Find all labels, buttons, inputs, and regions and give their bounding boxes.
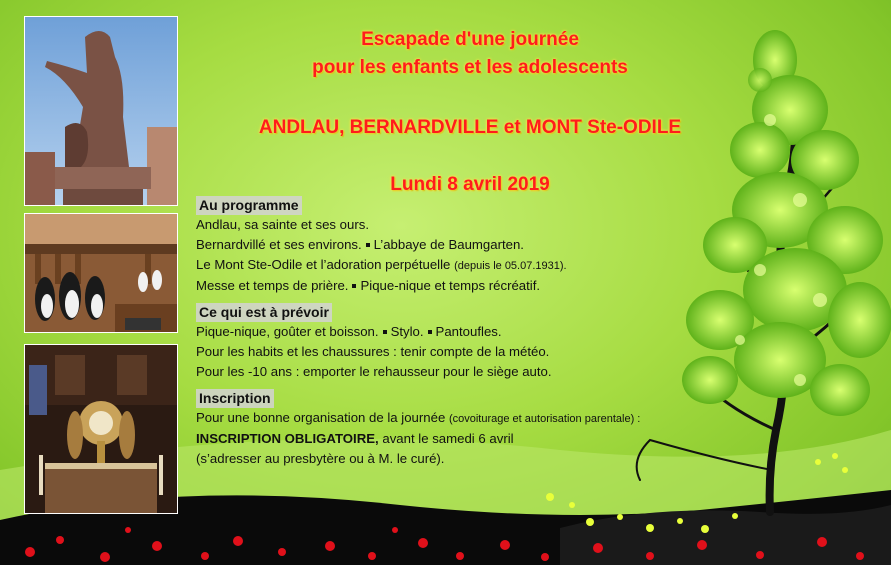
altar-reliquary-photo xyxy=(24,344,178,514)
title-line-2: pour les enfants et les adolescents xyxy=(312,57,628,78)
title-locations: ANDLAU, BERNARDVILLE et MONT Ste-ODILE xyxy=(258,117,682,138)
bullet-icon xyxy=(366,243,370,247)
title-line-1: Escapade d'une journée xyxy=(361,29,579,50)
section-heading-prevoir: Ce qui est à prévoir xyxy=(196,303,332,322)
programme-line: Bernardvillé et ses environs. L’abbaye de Baumgarten. xyxy=(196,237,524,252)
programme-line: Messe et temps de prière. Pique-nique et temps récréatif. xyxy=(196,278,541,293)
programme-line: Andlau, sa sainte et ses ours. xyxy=(196,217,370,232)
prevoir-line: Pique-nique, goûter et boisson. Stylo. Pantoufles. xyxy=(196,324,502,339)
title-date: Lundi 8 avril 2019 xyxy=(390,174,550,195)
section-heading-inscription: Inscription xyxy=(196,389,274,408)
bullet-icon xyxy=(383,330,387,334)
bullet-icon xyxy=(428,330,432,334)
prevoir-line: Pour les -10 ans : emporter le rehausseur pour le siège auto. xyxy=(196,364,552,379)
inscription-line: Pour une bonne organisation de la journée (covoiturage et autorisation parentale) : xyxy=(196,410,641,425)
event-details xyxy=(196,194,756,469)
section-heading-programme: Au programme xyxy=(196,196,302,215)
programme-line: Le Mont Ste-Odile et l’adoration perpétuelle (depuis le 05.07.1931). xyxy=(196,257,567,272)
inscription-line: INSCRIPTION OBLIGATOIRE, avant le samedi 6 avril xyxy=(196,431,514,446)
inscription-line: (s’adresser au presbytère ou à M. le curé). xyxy=(196,451,445,466)
statue-photo xyxy=(24,16,178,206)
nuns-chapel-photo xyxy=(24,213,178,333)
prevoir-line: Pour les habits et les chaussures : tenir compte de la météo. xyxy=(196,344,550,359)
bullet-icon xyxy=(352,284,356,288)
